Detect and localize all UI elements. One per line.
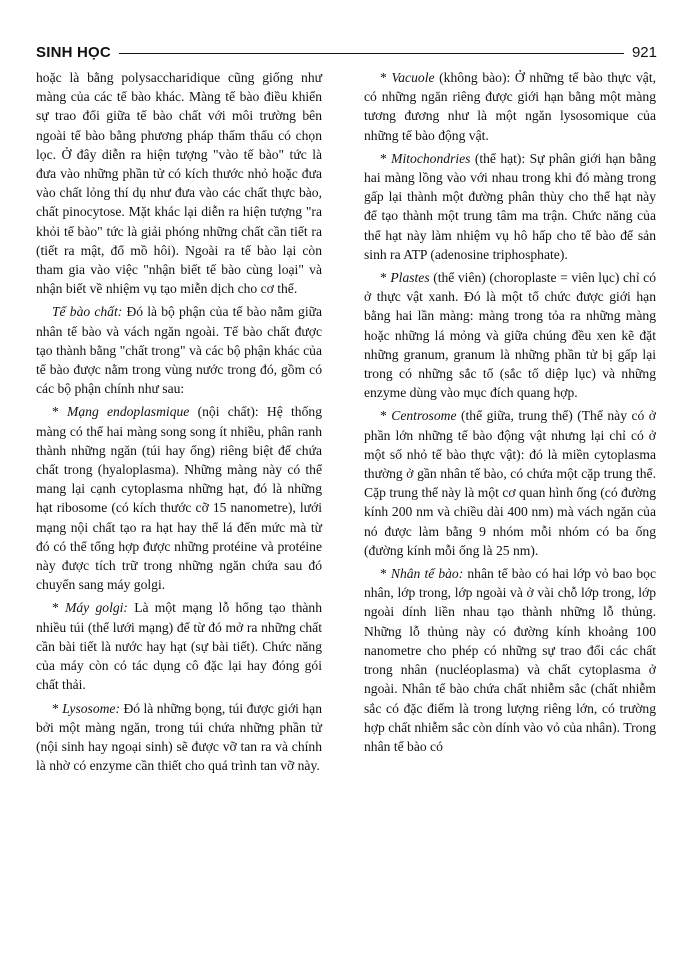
paragraph-text: Đó là bộ phận của tế bào nằm giữa nhân tế bào và vách ngăn ngoài. Tế bào chất được tạo thành bằng "chất trong" và các bộ phận khác của tế bào được nằm trong vùng nước trong đó, gồm có các bộ phận chính như sau: bbox=[36, 304, 322, 397]
bullet: * bbox=[380, 566, 391, 582]
header-rule bbox=[119, 53, 624, 54]
paragraph-cytoplasm bbox=[36, 302, 322, 398]
right-column bbox=[364, 68, 656, 760]
paragraph-vacuole bbox=[364, 68, 656, 145]
paragraph-text: Đó là những bọng, túi được giới hạn bởi một màng ngăn, trong túi chứa những phần tử (nội sinh hay ngoại sinh) sẽ được vỡ tan ra và chính là nhờ có enzyme cần thiết cho quá trình tan vỡ này. bbox=[36, 700, 323, 774]
paragraph-nucleus bbox=[364, 564, 656, 756]
term-nucleus: Nhân tế bào: bbox=[390, 566, 464, 582]
term-centrosome: Centrosome bbox=[391, 408, 457, 424]
term-mitochondria: Mitochondries bbox=[391, 150, 471, 166]
bullet: * bbox=[380, 270, 391, 286]
left-column bbox=[36, 68, 322, 779]
bullet: * bbox=[380, 408, 392, 424]
bullet: * bbox=[52, 600, 66, 616]
bullet: * bbox=[380, 150, 392, 166]
paragraph-endoplasmic-reticulum bbox=[36, 402, 322, 594]
bullet: * bbox=[52, 404, 68, 420]
paragraph-text: (nội chất): Hệ thống màng có thể hai màng song song ít nhiều, phân ranh thành những ngăn (túi hay ống) riêng biệt để chứa chất trong (hyaloplasma). Những màng này có thể mang lại cạnh cytoplasma những hạt, đó là những hạt ribosome (có kích thước cỡ 15 nanometre), lưới mạng nội chất tạo ra hạt hay thể lá đến mức mà từ đó có thể tổng hợp được những protéine và protéine này được tích trữ trong những ngăn chứa sau đó chuyển sang máy golgi. bbox=[36, 404, 322, 593]
running-header bbox=[36, 40, 657, 64]
term-cytoplasm: Tế bào chất: bbox=[52, 304, 123, 320]
paragraph-text: (thể hạt): Sự phân giới hạn bằng hai màng lồng vào với nhau trong khi đó màng trong gấp lại thành một đường phân thùy cho thể hạt này để tạo thành một trung tâm ma trận. Chức năng của thể hạt này làm nhiệm vụ hô hấp cho tế bào để sản sinh ra ATP (adenosine triphosphate). bbox=[364, 150, 656, 262]
paragraph-centrosome bbox=[364, 406, 656, 560]
paragraph-text: (không bào): Ở những tế bào thực vật, có những ngăn riêng được giới hạn bằng một màng tương đương như là một ngăn lysosomique của những tế bào động vật. bbox=[364, 70, 657, 143]
paragraph-text: (thể giữa, trung thể) (Thể này có ở phần lớn những tế bào động vật nhưng lại chỉ có ở một số nhỏ tế bào thực vật): đó là miền cytoplasma thường ở gần nhân tế bào, có chứa một cặp trung thể. Cặp trung thể này là một cơ quan hình ống (có đường kính 200 nm và chiều dài 400 nm) mà vách ngăn của nó được làm bằng 9 nhóm mỗi nhóm có ba ống (đường kính mỗi ống là 25 nm). bbox=[364, 408, 656, 558]
paragraph-golgi bbox=[36, 598, 322, 694]
paragraph-lysosome bbox=[36, 699, 322, 776]
bullet: * bbox=[380, 70, 392, 85]
paragraph-text: hoặc là bằng polysaccharidique cũng giống như màng của các tế bào khác. Màng tế bào điều khiển sự trao đổi giữa tế bào chất với môi trường bên ngoài tế bào bằng phương pháp thẩm thấu có chọn lọc. Ở đây diễn ra hiện tượng "vào tế bào" tức là đưa vào những phần tử có kích thước nhỏ hoặc đưa vào chất lỏng thí dụ như đưa vào các chất thực bào, chất pinocytose. Mặt khác lại diễn ra hiện tượng "ra khỏi tế bào" tức là giải phóng những chất cần tiết ra (tiết ra mật, đổ mồ hôi). Ngoài ra tế bào lại còn tham gia vào việc "nhận biết tế bào cùng loại" và nhận biết về nhiệm vụ tạo miễn dịch cho cơ thể. bbox=[36, 70, 322, 297]
term-lysosome: Lysosome: bbox=[62, 700, 120, 716]
paragraph-text: nhân tế bào có hai lớp vỏ bao bọc nhân, lớp trong, lớp ngoài và ở vài chỗ lớp trong, lớp ngoài dính liền nhau tạo thành những lỗ thủng. Những lỗ thủng này có đường kính khoảng 100 nanometre cho phép có những sự trao đổi các chất trong nhân (nucléoplasma) và chất cytoplasma ở ngoài. Nhân tế bào chứa chất nhiễm sắc (chất nhiễm sắc có đặc điểm là trong lượng riêng lớn, có trường hợp chất nhiễm sắc còn dính vào vỏ của nhân). Trong nhân tế bào có bbox=[364, 566, 656, 754]
paragraph-cell-membrane bbox=[36, 68, 322, 298]
paragraph-text: Là một mạng lỗ hổng tạo thành nhiều túi (thể lưới mạng) để từ đó mở ra những chất cần bài tiết là nước hay hạt (sự bài tiết). Chức năng của máy còn có tác dụng cô đặc lại hay đóng gói chất thải. bbox=[36, 600, 323, 693]
paragraph-mitochondria bbox=[364, 149, 656, 264]
term-endoplasmic: Mạng endoplasmique bbox=[67, 404, 190, 420]
bullet: * bbox=[52, 700, 63, 716]
header-title: SINH HỌC bbox=[36, 43, 111, 61]
term-golgi: Máy golgi: bbox=[65, 600, 128, 616]
paragraph-plastids bbox=[364, 268, 656, 402]
paragraph-text: (thể viên) (choroplaste = viên lục) chỉ có ở thực vật xanh. Đó là một tổ chức được giới hạn bằng hai lần màng: màng trong tỏa ra những màng hoặc những lá mỏng và giữa chúng đều xen kẽ đặt những granum, granum là những phần tử bị gấp lại trong có những sắc tố (sắc tố diệp lục) và những enzyme dùng vào mục đích quang hợp. bbox=[364, 270, 656, 401]
term-vacuole: Vacuole bbox=[391, 70, 435, 85]
term-plastes: Plastes bbox=[390, 270, 430, 286]
page-number: 921 bbox=[631, 43, 657, 61]
